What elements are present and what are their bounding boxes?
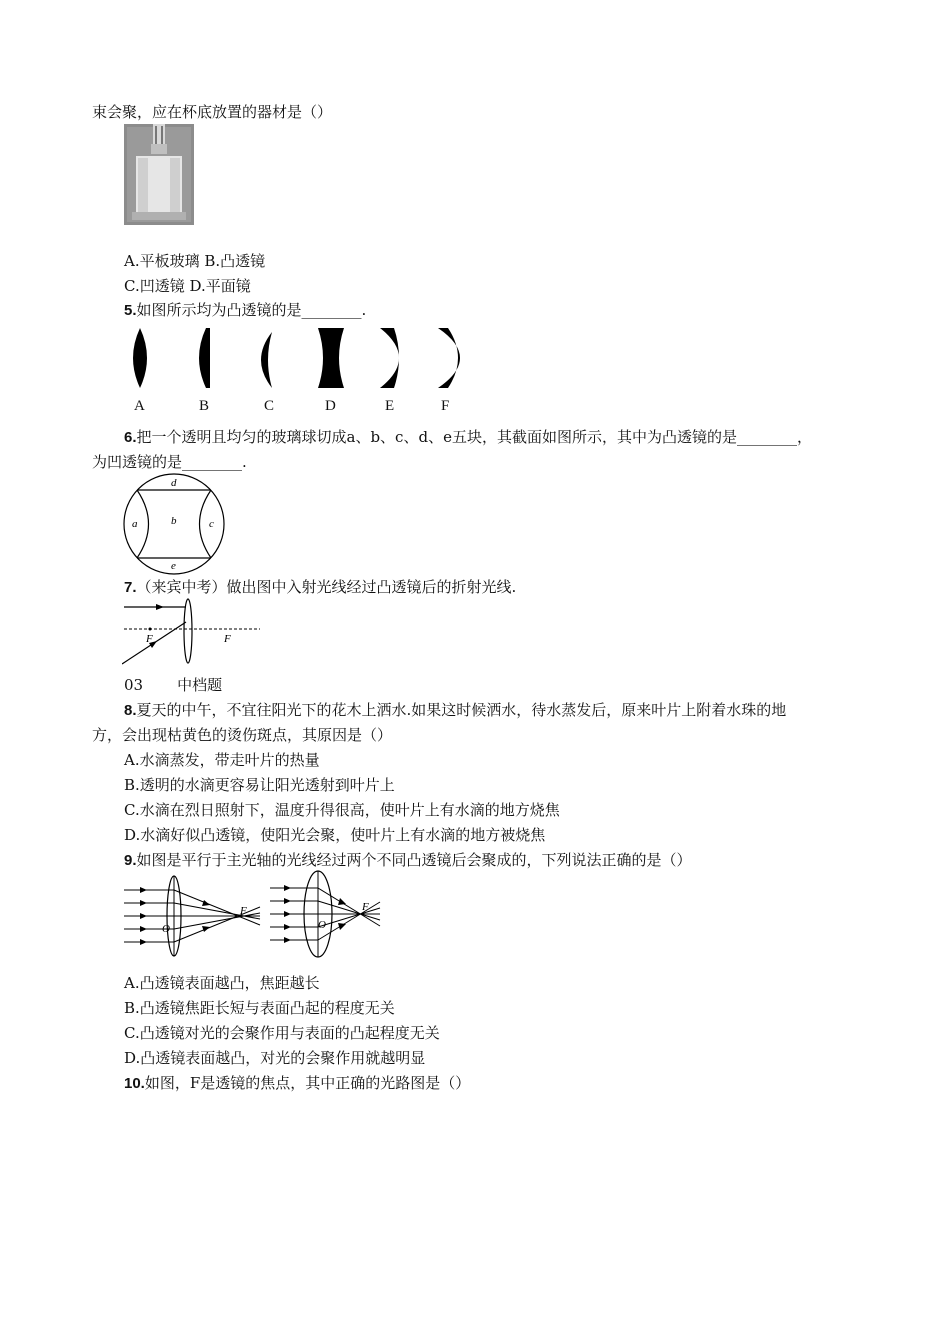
lens-label-d: D	[325, 398, 336, 414]
q9-option-d: D.凸透镜表面越凸，对光的会聚作用就越明显	[124, 1049, 426, 1067]
q9-option-a: A.凸透镜表面越凸，焦距越长	[124, 974, 320, 992]
lens-shapes-figure	[122, 322, 482, 394]
q5-question	[124, 300, 366, 321]
q8-text-1: 夏天的中午，不宜往阳光下的花木上洒水.如果这时候洒水，待水蒸发后，原来叶片上附着水珠的地	[136, 701, 787, 719]
q8-question-line2: 方，会出现枯黄色的烫伤斑点，其原因是（）	[92, 726, 393, 744]
q5-text: 如图所示均为凸透镜的是________.	[136, 301, 367, 319]
q4-options-line1: A.平板玻璃 B.凸透镜	[124, 252, 266, 270]
q7-question	[124, 577, 516, 598]
lens-f	[438, 328, 460, 388]
two-lens-focus-figure	[122, 870, 384, 962]
q8-option-b: B.透明的水滴更容易让阳光透射到叶片上	[124, 776, 395, 794]
q8-number: 8.	[124, 702, 137, 719]
lens1-f-label: F	[240, 905, 247, 917]
lens2-o-label: O	[318, 919, 326, 931]
q9-number: 9.	[124, 852, 137, 869]
convex-lens-ray-figure	[122, 598, 262, 668]
q4-options-line2: C.凹透镜 D.平面镜	[124, 277, 251, 295]
lens-label-b: B	[199, 398, 210, 414]
q8-option-d: D.水滴好似凸透镜，使阳光会聚，使叶片上有水滴的地方被烧焦	[124, 826, 546, 844]
sphere-label-a: a	[132, 518, 138, 530]
sphere-label-c: c	[209, 518, 214, 530]
q10-text: 如图，F是透镜的焦点，其中正确的光路图是（）	[144, 1074, 471, 1092]
lens-b	[199, 328, 210, 388]
q10-question	[124, 1073, 470, 1094]
focus-left-label: F	[146, 633, 153, 645]
q9-question	[124, 850, 692, 871]
q9-text: 如图是平行于主光轴的光线经过两个不同凸透镜后会聚成的，下列说法正确的是（）	[136, 851, 692, 869]
lens-label-a: A	[134, 398, 145, 414]
q10-number: 10.	[124, 1075, 145, 1092]
lens2-f-label: F	[362, 901, 369, 913]
lens-a	[133, 328, 147, 388]
cup-lamp-image	[124, 124, 194, 225]
lens-d	[318, 328, 344, 388]
section-heading	[124, 675, 222, 695]
q8-question-line1	[124, 700, 786, 721]
sphere-label-e: e	[171, 560, 176, 572]
sphere-label-b: b	[171, 515, 177, 527]
section-number: 03	[124, 676, 144, 694]
lens-e	[380, 328, 399, 388]
lens-label-c: C	[264, 398, 275, 414]
lens-label-e: E	[385, 398, 395, 414]
q8-option-c: C.水滴在烈日照射下，温度升得很高，使叶片上有水滴的地方烧焦	[124, 801, 560, 819]
q9-option-b: B.凸透镜焦距长短与表面凸起的程度无关	[124, 999, 395, 1017]
section-title: 中档题	[177, 676, 223, 694]
q4-text: 束会聚，应在杯底放置的器材是（）	[92, 103, 333, 121]
q9-option-c: C.凸透镜对光的会聚作用与表面的凸起程度无关	[124, 1024, 440, 1042]
lens1-o-label: O	[162, 923, 170, 935]
lens-c	[261, 332, 272, 388]
focus-right-label: F	[224, 633, 231, 645]
q6-question-line2: 为凹透镜的是________.	[92, 453, 247, 471]
q5-number: 5.	[124, 302, 137, 319]
sphere-label-d: d	[171, 477, 177, 489]
q6-text-1: 把一个透明且均匀的玻璃球切成a、b、c、d、e五块，其截面如图所示，其中为凸透镜的是________，	[136, 428, 812, 446]
q7-number: 7.	[124, 579, 137, 596]
q6-question-line1	[124, 427, 812, 448]
q6-number: 6.	[124, 429, 137, 446]
q8-option-a: A.水滴蒸发，带走叶片的热量	[124, 751, 320, 769]
glass-sphere-figure	[122, 472, 226, 576]
q7-text: （来宾中考）做出图中入射光线经过凸透镜后的折射光线.	[136, 578, 517, 596]
lens-label-f: F	[441, 398, 450, 414]
